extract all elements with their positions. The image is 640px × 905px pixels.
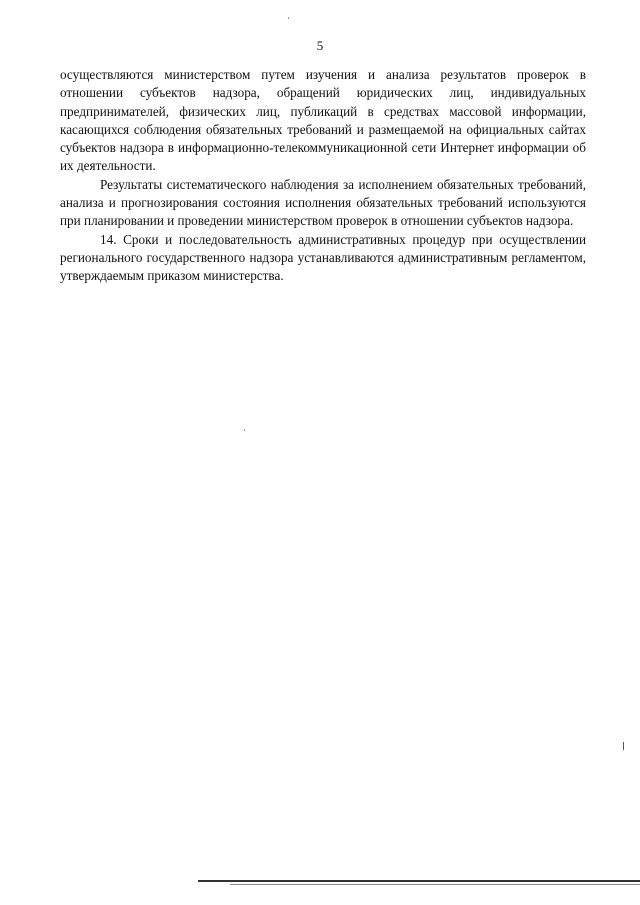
paragraph-text: Сроки и последовательность административных процедур при осуществлении регионального государственного надзора устанавливаются административным регламентом, утверждаемым приказом министерства.: [60, 231, 586, 284]
paragraph-observation-results: [60, 176, 586, 231]
body-text: [60, 66, 586, 286]
scan-speck: [244, 429, 245, 431]
scan-edge-line: [198, 880, 640, 882]
paragraph-text: осуществляются министерством путем изучения и анализа результатов проверок в отношении субъектов надзора, обращений юридических лиц, индивидуальных предпринимателей, физических лиц, публикаций в средствах массовой информации, касающихся соблюдения обязательных требований и размещаемой на официальных сайтах субъектов надзора в информационно-телекоммуникационной сети Интернет информации об их деятельности.: [60, 67, 586, 174]
paragraph-14-deadlines: [60, 231, 586, 286]
scan-speck: [623, 742, 624, 750]
paragraph-number: 14.: [100, 231, 117, 247]
paragraph-continuation: [60, 66, 586, 176]
scan-edge-line: [230, 884, 640, 885]
scan-speck: [288, 17, 289, 19]
page-number: 5: [316, 38, 324, 53]
paragraph-text: Результаты систематического наблюдения за исполнением обязательных требований, анализа и прогнозирования состояния исполнения обязательных требований используются при планировании и проведении министерством проверок в отношении субъектов надзора.: [60, 176, 586, 229]
